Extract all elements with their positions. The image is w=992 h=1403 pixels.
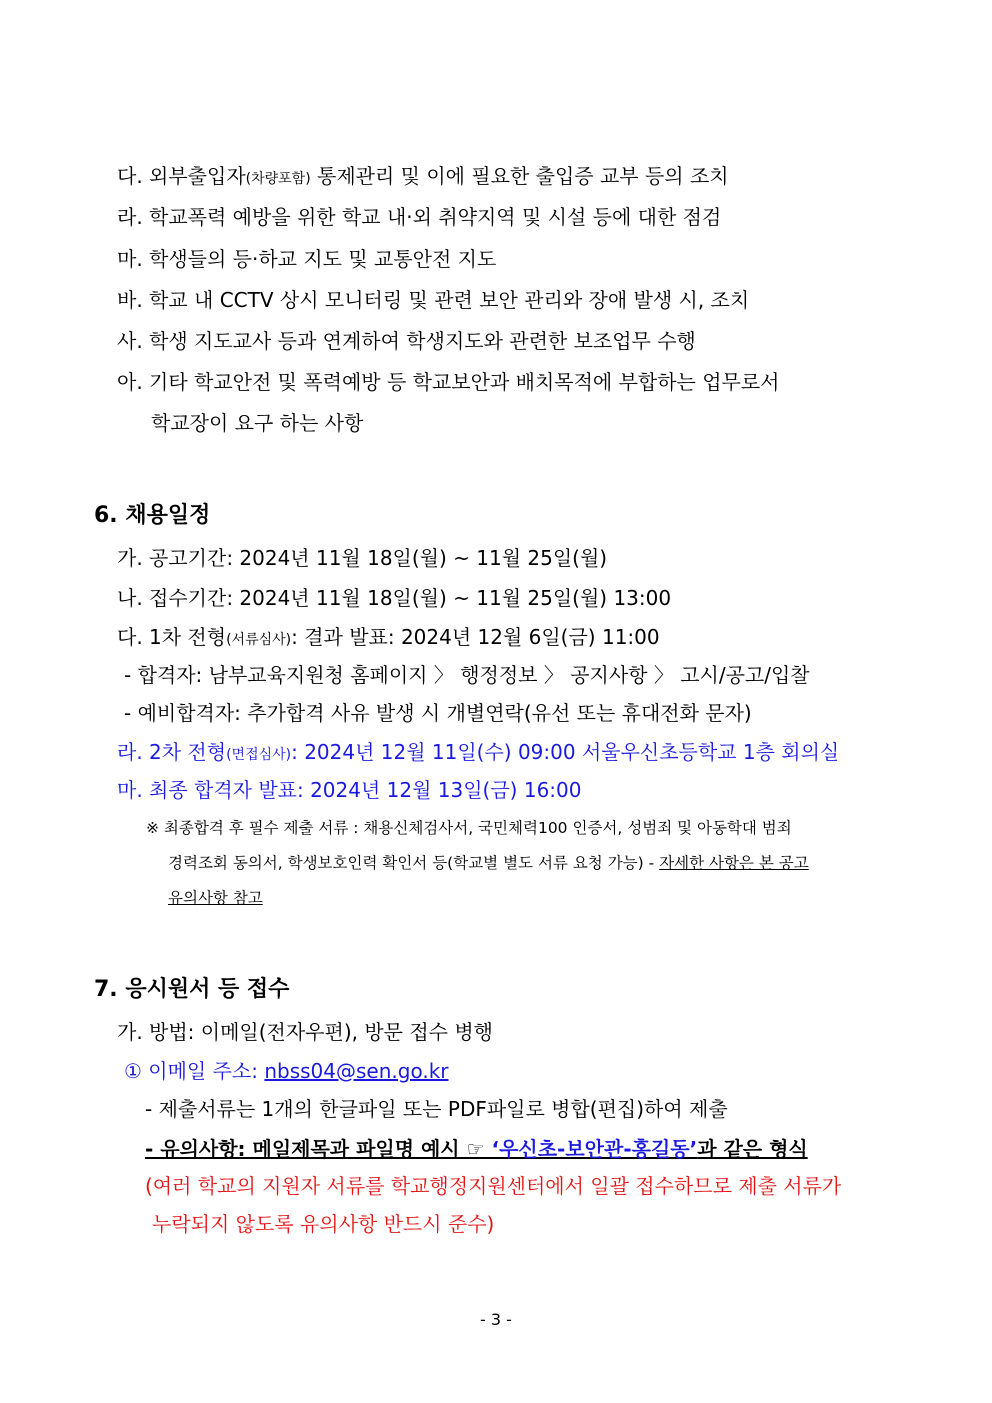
s7-caution: - 유의사항: 메일제목과 파일명 예시 ☞ ‘우신초-보안관-홍길동’과 같은 형식 <box>145 1137 808 1161</box>
s6-reserve: - 예비합격자: 추가합격 사유 발생 시 개별연락(유선 또는 휴대전화 문자) <box>124 701 752 725</box>
s6-note-line3: 유의사항 참고 <box>168 889 263 907</box>
s6-ga: 가. 공고기간: 2024년 11월 18일(월) ~ 11월 25일(월) <box>117 546 608 570</box>
page-number: - 3 - <box>480 1310 512 1329</box>
s7-merge: - 제출서류는 1개의 한글파일 또는 PDF파일로 병합(편집)하여 제출 <box>145 1097 728 1121</box>
duty-a-line2: 학교장이 요구 하는 사항 <box>151 411 364 435</box>
duty-ba: 바. 학교 내 CCTV 상시 모니터링 및 관련 보안 관리와 장애 발생 시, 조치 <box>117 288 750 312</box>
s7-red-line2: 누락되지 않도록 유의사항 반드시 준수) <box>152 1212 495 1236</box>
section6-title: 6. 채용일정 <box>94 503 211 528</box>
duty-da: 다. 외부출입자(차량포함) 통제관리 및 이에 필요한 출입증 교부 등의 조치 <box>117 164 729 188</box>
s7-red-line1: (여러 학교의 지원자 서류를 학교행정지원센터에서 일괄 접수하므로 제출 서류가 <box>145 1174 842 1198</box>
s6-ma: 마. 최종 합격자 발표: 2024년 12월 13일(금) 16:00 <box>117 778 582 802</box>
s6-note-line2: 경력조회 동의서, 학생보호인력 확인서 등(학교별 별도 서류 요청 가능) - 자세한 사항은 본 공고 <box>168 854 809 872</box>
s6-na: 나. 접수기간: 2024년 11월 18일(월) ~ 11월 25일(월) 13:00 <box>117 586 672 610</box>
section7-title: 7. 응시원서 등 접수 <box>94 977 290 1002</box>
duty-ma: 마. 학생들의 등·하교 지도 및 교통안전 지도 <box>117 247 497 271</box>
s6-da: 다. 1차 전형(서류심사): 결과 발표: 2024년 12월 6일(금) 11:00 <box>117 625 660 649</box>
s6-note-line1: ※ 최종합격 후 필수 제출 서류 : 채용신체검사서, 국민체력100 인증서, 성범죄 및 아동학대 범죄 <box>146 819 792 837</box>
duty-sa: 사. 학생 지도교사 등과 연계하여 학생지도와 관련한 보조업무 수행 <box>117 329 696 353</box>
email-link[interactable]: nbss04@sen.go.kr <box>264 1059 449 1083</box>
s7-email: ① 이메일 주소: nbss04@sen.go.kr <box>124 1059 449 1083</box>
s6-ra: 라. 2차 전형(면접심사): 2024년 12월 11일(수) 09:00 서울우신초등학교 1층 회의실 <box>117 740 840 764</box>
duty-a-line1: 아. 기타 학교안전 및 폭력예방 등 학교보안과 배치목적에 부합하는 업무로서 <box>117 370 780 394</box>
duty-ra: 라. 학교폭력 예방을 위한 학교 내·외 취약지역 및 시설 등에 대한 점검 <box>117 205 722 229</box>
s6-pass: - 합격자: 남부교육지원청 홈페이지 〉 행정정보 〉 공지사항 〉 고시/공고/입찰 <box>124 663 810 687</box>
s7-ga: 가. 방법: 이메일(전자우편), 방문 접수 병행 <box>117 1020 493 1044</box>
